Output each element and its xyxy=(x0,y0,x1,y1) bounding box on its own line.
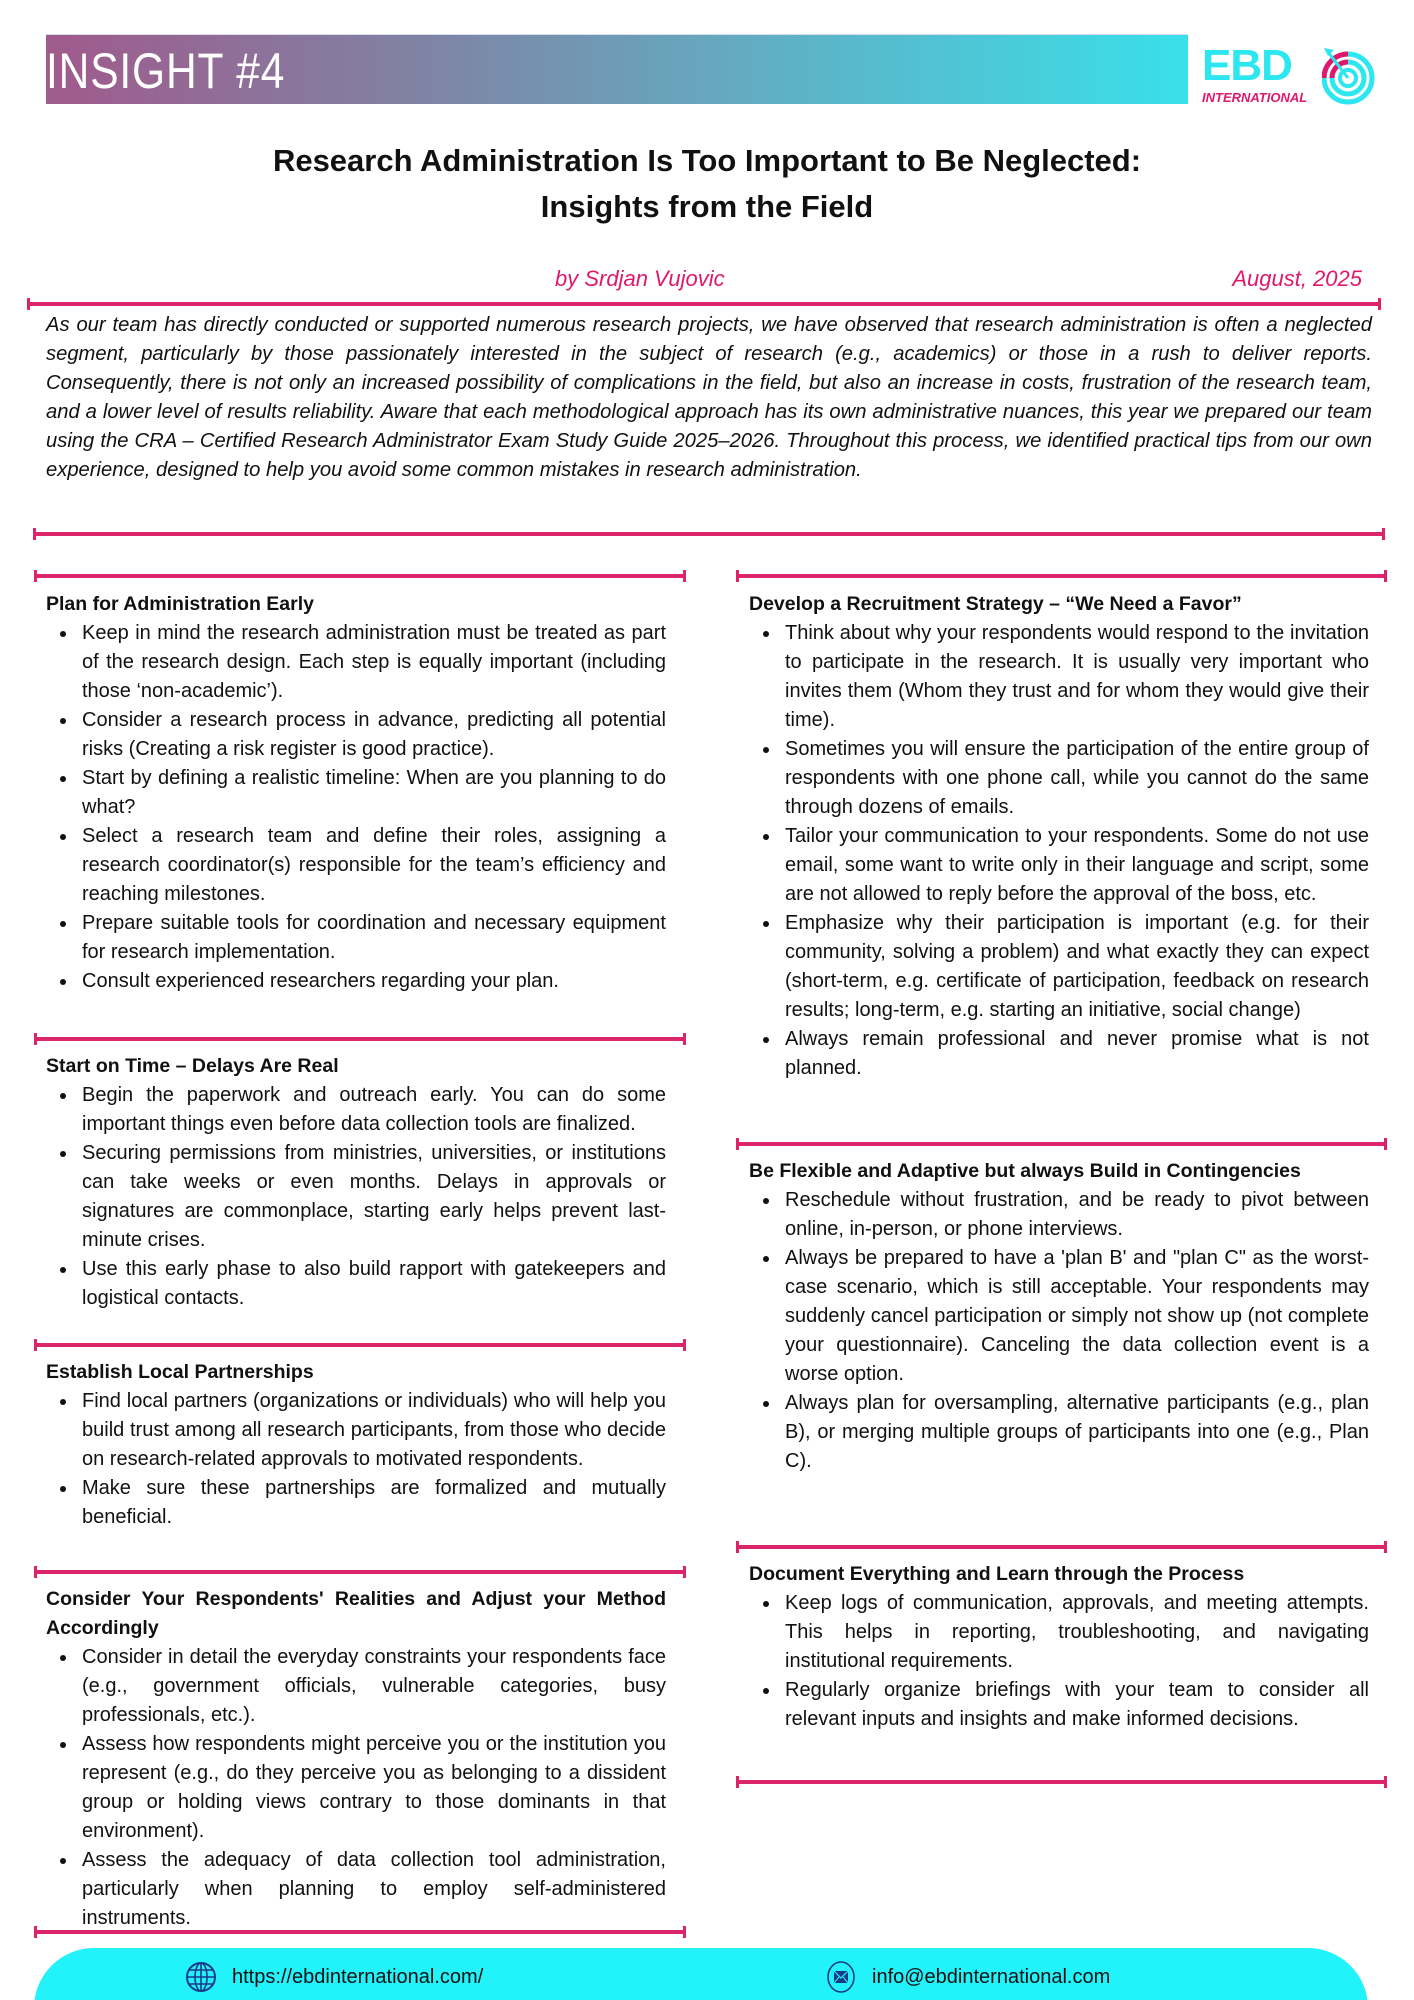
section-local-partnerships xyxy=(46,1358,666,1532)
section-heading: Start on Time – Delays Are Real xyxy=(46,1055,339,1077)
publication-date: August, 2025 xyxy=(1232,266,1362,291)
intro-paragraph: As our team has directly conducted or supported numerous research projects, we have observed that research administration is often a neglected segment, particularly by those passionately interested in the subject of research (e.g., academics) or those in a rush to deliver reports. Consequently, there is not only an increased possibility of complications in the field, but also an increase in costs, frustration of the research team, and a lower level of results reliability. Aware that each methodological approach has its own administrative nuances, this year we prepared our team using the CRA – Certified Research Administrator Exam Study Guide 2025–2026. Throughout this process, we identified practical tips from our own experience, designed to help you avoid some common mistakes in research administration. xyxy=(46,314,1372,481)
list-item: Consult experienced researchers regarding your plan. xyxy=(46,967,666,996)
list-item: Consider a research process in advance, predicting all potential risks (Creating a risk register is good practice). xyxy=(46,706,666,764)
list-item: Always remain professional and never promise what is not planned. xyxy=(749,1025,1369,1083)
target-icon xyxy=(1322,46,1378,106)
section-recruitment-strategy xyxy=(749,590,1369,1083)
section-respondents-realities xyxy=(46,1585,666,1933)
list-item: Think about why your respondents would respond to the invitation to participate in the research. It is usually very important who invites them (Whom they trust and for whom they would give their time). xyxy=(749,619,1369,735)
section-plan-early xyxy=(46,590,666,996)
section-flexible-adaptive xyxy=(749,1157,1369,1476)
section-heading: Develop a Recruitment Strategy – “We Need a Favor” xyxy=(749,593,1242,615)
header-banner xyxy=(46,34,1188,104)
logo-sub-text: INTERNATIONAL xyxy=(1202,90,1308,105)
website-link[interactable] xyxy=(184,1960,483,1994)
bullet-list xyxy=(749,619,1369,1083)
list-item: Assess how respondents might perceive you or the institution you represent (e.g., do they perceive you as belonging to a dissident group or holding views contrary to those dominants in that environment). xyxy=(46,1730,666,1846)
banner-title: INSIGHT #4 xyxy=(46,43,286,99)
website-url[interactable]: https://ebdinternational.com/ xyxy=(232,1965,484,1988)
divider xyxy=(34,1339,686,1351)
list-item: Prepare suitable tools for coordination and necessary equipment for research implementation. xyxy=(46,909,666,967)
divider xyxy=(736,1138,1387,1150)
section-heading: Plan for Administration Early xyxy=(46,593,314,615)
list-item: Reschedule without frustration, and be ready to pivot between online, in-person, or phone interviews. xyxy=(749,1186,1369,1244)
section-document-everything xyxy=(749,1560,1369,1734)
list-item: Always be prepared to have a 'plan B' and "plan C" as the worst-case scenario, which is still acceptable. Your respondents may suddenly cancel participation or simply not show up (not complete your questionnaire). Canceling the data collection event is a worse option. xyxy=(749,1244,1369,1389)
divider xyxy=(33,528,1385,540)
bullet-list xyxy=(46,1081,666,1313)
bullet-list xyxy=(46,619,666,996)
list-item: Begin the paperwork and outreach early. You can do some important things even before data collection tools are finalized. xyxy=(46,1081,666,1139)
ebd-logo xyxy=(1198,41,1378,110)
envelope-icon xyxy=(824,1960,858,1994)
divider xyxy=(736,570,1387,582)
section-heading: Be Flexible and Adaptive but always Build in Contingencies xyxy=(749,1160,1301,1182)
list-item: Tailor your communication to your respondents. Some do not use email, some want to write only in their language and script, some are not allowed to reply before the approval of the boss, etc. xyxy=(749,822,1369,909)
author-byline: by Srdjan Vujovic xyxy=(555,266,725,291)
footer-bar xyxy=(34,1948,1368,2000)
globe-icon xyxy=(184,1960,218,1994)
list-item: Assess the adequacy of data collection tool administration, particularly when planning to employ self-administered instruments. xyxy=(46,1846,666,1933)
list-item: Consider in detail the everyday constraints your respondents face (e.g., government officials, vulnerable categories, busy professionals, etc.). xyxy=(46,1643,666,1730)
bullet-list xyxy=(46,1387,666,1532)
bullet-list xyxy=(46,1643,666,1933)
list-item: Use this early phase to also build rapport with gatekeepers and logistical contacts. xyxy=(46,1255,666,1313)
bullet-list xyxy=(749,1589,1369,1734)
divider xyxy=(34,1566,686,1578)
divider xyxy=(34,1926,686,1938)
logo-main-text: EBD xyxy=(1202,41,1292,90)
list-item: Keep in mind the research administration must be treated as part of the research design. Each step is equally important (including those ‘non-academic’). xyxy=(46,619,666,706)
list-item: Sometimes you will ensure the participation of the entire group of respondents with one phone call, while you cannot do the same through dozens of emails. xyxy=(749,735,1369,822)
title-line-2: Insights from the Field xyxy=(540,189,874,224)
list-item: Emphasize why their participation is important (e.g. for their community, solving a problem) and what exactly they can expect (short-term, e.g. certificate of participation, feedback on research results; long-term, e.g. starting an initiative, social change) xyxy=(749,909,1369,1025)
list-item: Regularly organize briefings with your team to consider all relevant inputs and insights and make informed decisions. xyxy=(749,1676,1369,1734)
section-heading: Consider Your Respondents' Realities and Adjust your Method Accordingly xyxy=(46,1588,666,1639)
list-item: Securing permissions from ministries, universities, or institutions can take weeks or even months. Delays in approvals or signatures are commonplace, starting early helps prevent last-minute crises. xyxy=(46,1139,666,1255)
section-start-on-time xyxy=(46,1052,666,1313)
article-title xyxy=(0,138,1414,230)
section-heading: Establish Local Partnerships xyxy=(46,1361,314,1383)
list-item: Make sure these partnerships are formalized and mutually beneficial. xyxy=(46,1474,666,1532)
divider xyxy=(34,570,686,582)
divider xyxy=(736,1541,1387,1553)
email-address[interactable]: info@ebdinternational.com xyxy=(872,1965,1111,1988)
list-item: Keep logs of communication, approvals, and meeting attempts. This helps in reporting, troubleshooting, and navigating institutional requirements. xyxy=(749,1589,1369,1676)
title-line-1: Research Administration Is Too Important to Be Neglected: xyxy=(272,143,1142,178)
email-link[interactable] xyxy=(824,1960,1110,1994)
divider xyxy=(27,298,1381,310)
list-item: Start by defining a realistic timeline: When are you planning to do what? xyxy=(46,764,666,822)
list-item: Select a research team and define their roles, assigning a research coordinator(s) responsible for the team’s efficiency and reaching milestones. xyxy=(46,822,666,909)
list-item: Always plan for oversampling, alternative participants (e.g., plan B), or merging multiple groups of participants into one (e.g., Plan C). xyxy=(749,1389,1369,1476)
section-heading: Document Everything and Learn through the Process xyxy=(749,1563,1245,1585)
list-item: Find local partners (organizations or individuals) who will help you build trust among all research participants, from those who decide on research-related approvals to motivated respondents. xyxy=(46,1387,666,1474)
divider xyxy=(34,1033,686,1045)
divider xyxy=(736,1776,1387,1788)
bullet-list xyxy=(749,1186,1369,1476)
